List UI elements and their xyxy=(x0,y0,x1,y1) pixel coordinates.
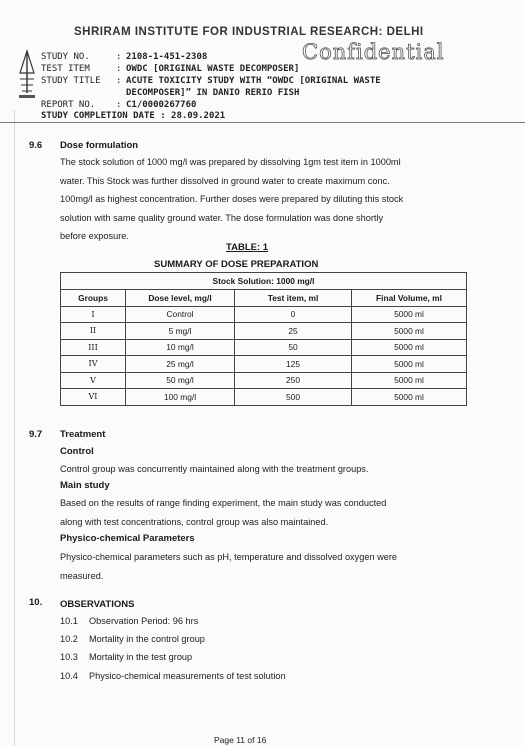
meta-label: REPORT NO. xyxy=(41,100,96,110)
study-title-row-2 xyxy=(41,88,299,98)
item-text: Physico-chemical measurements of test solution xyxy=(89,671,286,681)
table-title: TABLE: 1 xyxy=(226,242,269,253)
item-number: 10.4 xyxy=(60,671,78,681)
section-heading: Dose formulation xyxy=(60,140,139,151)
table-row: VI 100 mg/l 500 5000 ml xyxy=(61,389,467,406)
column-header: Final Volume, ml xyxy=(352,290,467,307)
meta-value: DECOMPOSER]” IN DANIO RERIO FISH xyxy=(126,88,300,98)
institute-logo-icon xyxy=(18,49,36,101)
meta-label: STUDY NO. xyxy=(41,52,90,62)
institute-name: SHRIRAM INSTITUTE FOR INDUSTRIAL RESEARCH: DELHI xyxy=(74,26,424,38)
column-header: Test item, ml xyxy=(235,290,352,307)
table-subtitle: SUMMARY OF DOSE PREPARATION xyxy=(154,259,319,270)
study-no-row: STUDY NO. : 2108-1-451-2308 xyxy=(41,52,208,62)
item-number: 10.3 xyxy=(60,652,78,662)
dose-formulation-paragraph: The stock solution of 1000 mg/l was prepared by dissolving 1gm test item in 1000ml water. This Stock was further dissolved in ground water to create maximum conc. 100mg/l as highest concentration. Further doses were prepared by diluting this stock solution with same quality ground water. The dose formulation was done shortly before exposure. xyxy=(60,157,404,241)
subsection-heading: Physico-chemical Parameters xyxy=(60,533,195,544)
table-header-row xyxy=(61,290,467,307)
binding-shadow xyxy=(14,110,15,746)
list-item xyxy=(60,634,205,644)
item-number: 10.2 xyxy=(60,634,78,644)
subsection-heading: Control xyxy=(60,446,94,457)
study-title-row: STUDY TITLE : ACUTE TOXICITY STUDY WITH “OWDC [ORIGINAL WASTE xyxy=(41,76,381,86)
meta-label: STUDY TITLE xyxy=(41,76,101,86)
meta-label: TEST ITEM xyxy=(41,64,90,74)
meta-value: 2108-1-451-2308 xyxy=(126,52,208,62)
meta-value: C1/0000267760 xyxy=(126,100,197,110)
header-divider xyxy=(0,122,525,123)
item-text: Mortality in the control group xyxy=(89,634,205,644)
completion-date: STUDY COMPLETION DATE : 28.09.2021 xyxy=(41,111,226,121)
confidential-stamp: Confidential xyxy=(302,40,445,64)
section-number: 9.7 xyxy=(29,429,43,440)
subsection-heading: Main study xyxy=(60,480,110,491)
item-text: Mortality in the test group xyxy=(89,652,193,662)
report-no-row: REPORT NO. : C1/0000267760 xyxy=(41,100,197,110)
section-number: 10. xyxy=(29,597,43,608)
section-heading: Treatment xyxy=(60,429,106,440)
dose-preparation-table xyxy=(60,272,467,406)
list-item xyxy=(60,652,192,662)
test-item-row: TEST ITEM : OWDC [ORIGINAL WASTE DECOMPOSER] xyxy=(41,64,300,74)
table-row: II 5 mg/l 25 5000 ml xyxy=(61,323,467,340)
table-row: V 50 mg/l 250 5000 ml xyxy=(61,372,467,389)
control-paragraph: Control group was concurrently maintained along with the treatment groups. xyxy=(60,464,369,474)
item-number: 10.1 xyxy=(60,616,78,626)
table-row: IV 25 mg/l 125 5000 ml xyxy=(61,356,467,373)
section-number: 9.6 xyxy=(29,140,43,151)
stock-solution-cell: Stock Solution: 1000 mg/l xyxy=(61,273,467,290)
list-item xyxy=(60,671,286,681)
item-text: Observation Period: 96 hrs xyxy=(89,616,199,626)
list-item xyxy=(60,616,198,626)
meta-value: ACUTE TOXICITY STUDY WITH “OWDC [ORIGINAL WASTE xyxy=(126,76,381,86)
meta-value: OWDC [ORIGINAL WASTE DECOMPOSER] xyxy=(126,64,300,74)
column-header: Groups xyxy=(61,290,126,307)
table-row: I Control 0 5000 ml xyxy=(61,306,467,323)
physico-paragraph: Physico-chemical parameters such as pH, temperature and dissolved oxygen were measured. xyxy=(60,552,398,581)
section-heading: OBSERVATIONS xyxy=(60,599,135,610)
column-header: Dose level, mg/l xyxy=(126,290,235,307)
table-stock-row xyxy=(61,273,467,290)
main-study-paragraph: Based on the results of range finding experiment, the main study was conducted along with test concentrations, control group was also maintained. xyxy=(60,498,387,527)
table-row: III 10 mg/l 50 5000 ml xyxy=(61,339,467,356)
page-number: Page 11 of 16 xyxy=(214,735,267,745)
